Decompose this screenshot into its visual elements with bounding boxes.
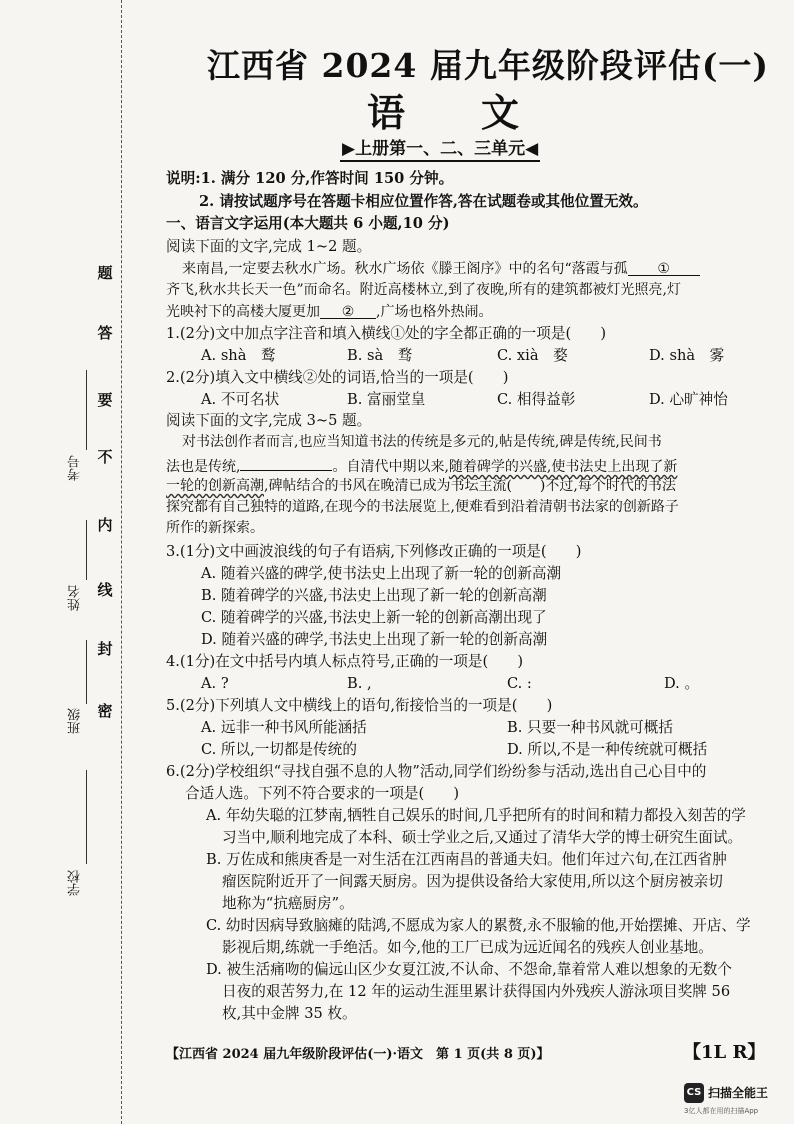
q3-option-a: A. 随着兴盛的碑学,使书法史上出现了新一轮的创新高潮 [201,565,562,582]
class-line [86,640,87,704]
q2-option-a: A. 不可名状 [201,391,280,408]
q4-option-c: C. : [507,675,532,692]
passage2-line4: 探究都有自己独特的道路,在现今的书法展览上,便难看到沿着清朝书法家的创新路子 [166,499,679,515]
passage1-line3 [166,304,492,321]
q3-option-b: B. 随着碑学的兴盛,书法史上出现了新一轮的创新高潮 [201,587,547,604]
binding-dashed-line [121,0,122,1124]
q5-stem: 5.(2分)下列填人文中横线上的语句,衔接恰当的一项是( ) [166,697,553,714]
q5-option-c: C. 所以,一切都是传统的 [201,741,357,758]
q4-option-a: A. ? [201,675,229,692]
passage2-text: ,碑帖结合的书风在晚清已成为书坛主流( )不过,每个时代的书法 [264,478,676,494]
passage1-text: 来南昌,一定要去秋水广场。秋水广场依《滕王阁序》中的名句“落霞与孤 [182,261,628,277]
school-label: 学校 [68,870,83,896]
section-heading: 一、语言文字运用(本大题共 6 小题,10 分) [166,215,450,232]
q6-option-a-line2: 习当中,顺利地完成了本科、硕士学业之后,又通过了清华大学的博士研究生面试。 [222,829,743,846]
paper-code: 【1L R】 [683,1042,766,1063]
seal-char: 密 [97,702,113,720]
seal-char: 不 [97,448,113,466]
passage1-line2: 齐飞,秋水共长天一色”而命名。附近高楼林立,到了夜晚,所有的建筑都被灯光照亮,灯 [166,282,681,298]
blank-2 [320,304,376,319]
q6-option-b-line1: B. 万佐成和熊庚香是一对生活在江西南昌的普通夫妇。他们年过六旬,在江西省肿 [206,851,727,868]
q2-stem: 2.(2分)填入文中横线②处的词语,恰当的一项是( ) [166,369,509,386]
q6-option-d-line3: 枚,其中金牌 35 枚。 [222,1005,357,1022]
wavy-sentence: 随着碑学的兴盛,使书法史上出现了新 [448,459,678,475]
q6-stem-line1: 6.(2分)学校组织“寻找自强不息的人物”活动,同学们纷纷参与活动,选出自己心目中的 [166,763,707,780]
wavy-sentence: 一轮的创新高潮 [166,478,264,494]
q4-stem: 4.(1分)在文中括号内填人标点符号,正确的一项是( ) [166,653,524,670]
note-line-1: 说明:1. 满分 120 分,作答时间 150 分钟。 [166,170,454,187]
q4-option-b: B. , [347,675,372,692]
reading-intro-1: 阅读下面的文字,完成 1~2 题。 [166,238,372,255]
blank-3 [240,456,332,471]
exam-number-line [86,370,87,450]
passage2-line3 [166,478,676,495]
seal-char: 封 [97,640,113,658]
passage2-line2 [166,456,677,476]
q2-option-d: D. 心旷神怡 [649,391,728,408]
q3-option-c: C. 随着碑学的兴盛,书法史上新一轮的创新高潮出现了 [201,609,547,626]
q3-option-d: D. 随着兴盛的碑学,书法史上出现了新一轮的创新高潮 [201,631,548,648]
page-footer: 【江西省 2024 届九年级阶段评估(一)·语文 第 1 页(共 8 页)】 [166,1047,550,1062]
name-line [86,520,87,580]
q6-option-d-line1: D. 被生活痛吻的偏远山区少女夏江波,不认命、不怨命,靠着常人难以想象的无数个 [206,961,732,978]
q6-option-b-line3: 地称为“抗癌厨房”。 [222,895,354,912]
seal-char: 答 [97,324,113,342]
q5-option-b: B. 只要一种书风就可概括 [507,719,673,736]
q2-option-c: C. 相得益彰 [497,391,576,408]
passage2-text: 。自清代中期以来, [332,459,449,475]
seal-char: 内 [97,516,113,534]
reading-intro-2: 阅读下面的文字,完成 3~5 题。 [166,412,372,429]
scanner-tagline: 3亿人都在用的扫描App [684,1107,759,1115]
seal-char: 题 [97,264,113,282]
passage1-text: ,广场也格外热闹。 [376,304,493,320]
exam-title: 江西省 2024 届九年级阶段评估(一) [207,46,770,85]
unit-scope-banner: ▶上册第一、二、三单元◀ [340,134,540,162]
passage2-text: 法也是传统, [166,459,241,475]
exam-number-label: 考号 [68,455,83,481]
school-line [86,770,87,864]
passage2-line1: 对书法创作者而言,也应当知道书法的传统是多元的,帖是传统,碑是传统,民间书 [182,434,662,450]
passage1-text: 光映衬下的高楼大厦更加 [166,304,320,320]
blank-1-mark: ① [657,261,670,277]
q1-option-d: D. shà 雾 [649,347,725,364]
seal-char: 要 [97,391,113,409]
blank-2-mark: ② [341,304,355,320]
q6-stem-line2: 合适人选。下列不符合要求的一项是( ) [185,785,460,802]
subject-title: 语 文 [367,90,520,135]
q1-option-b: B. sà 骛 [347,347,413,364]
blank-1 [628,261,700,276]
class-label: 班级 [68,708,83,734]
q5-option-d: D. 所以,不是一种传统就可概括 [507,741,708,758]
q6-option-d-line2: 日夜的艰苦努力,在 12 年的运动生涯里累计获得国内外残疾人游泳项目奖牌 56 [222,983,731,1000]
q4-option-d: D. 。 [664,675,700,692]
note-line-2: 2. 请按试题序号在答题卡相应位置作答,答在试题卷或其他位置无效。 [199,193,648,210]
q5-option-a: A. 远非一种书风所能涵括 [201,719,367,736]
scanner-app-name: 扫描全能王 [708,1086,769,1100]
passage2-line5: 所作的新探索。 [166,520,264,536]
q6-option-b-line2: 瘤医院附近开了一间露天厨房。因为提供设备给大家使用,所以这个厨房被亲切 [222,873,723,890]
name-label: 姓名 [68,585,83,611]
q6-option-a-line1: A. 年幼失聪的江梦南,牺牲自己娱乐的时间,几乎把所有的时间和精力都投入刻苦的学 [206,807,746,824]
q2-option-b: B. 富丽堂皇 [347,391,426,408]
q6-option-c-line1: C. 幼时因病导致脑瘫的陆鸿,不愿成为家人的累赘,永不服输的他,开始摆摊、开店、学 [206,917,751,934]
q3-stem: 3.(1分)文中画波浪线的句子有语病,下列修改正确的一项是( ) [166,543,582,560]
scanner-logo-icon: CS [684,1083,704,1103]
seal-char: 线 [97,581,113,599]
passage1-line1 [182,261,700,278]
q1-option-a: A. shà 鹜 [201,347,276,364]
q1-option-c: C. xià 婺 [497,347,568,364]
q1-stem: 1.(2分)文中加点字注音和填入横线①处的字全都正确的一项是( ) [166,325,607,342]
q6-option-c-line2: 影视后期,练就一手绝活。如今,他的工厂已成为远近闻名的残疾人创业基地。 [222,939,713,956]
